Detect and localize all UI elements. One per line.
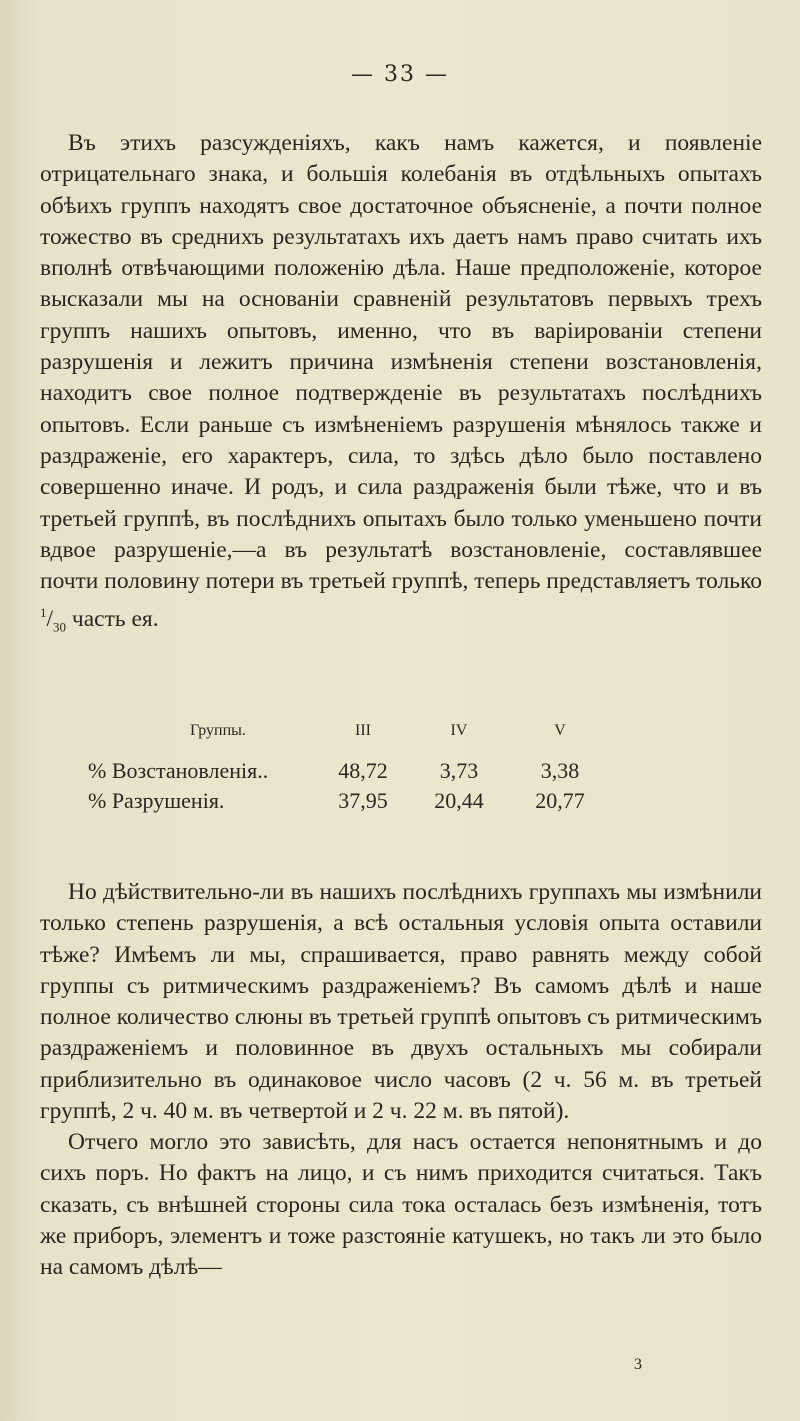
paragraph-2-text: Но дѣйствительно-ли въ нашихъ послѣднихъ группахъ мы измѣнили только степень разрушенія, а всѣ остальныя условія опыта оставили тѣже? Имѣемъ ли мы, спрашивается, право равнять между собой группы съ ритмическимъ раздраженіемъ? Въ самомъ дѣлѣ и наше полное количество слюны въ третьей группѣ опытовъ съ ритмическимъ раздраженіемъ и половинное въ двухъ остальныхъ мы собирали приблизительно въ одинаковое число часовъ (2 ч. 56 м. въ третьей группѣ, 2 ч. 40 м. въ четвертой и 2 ч. 22 м. въ пятой).	[40, 879, 762, 1125]
table-row	[0, 758, 800, 788]
paragraph-3-text: Отчего могло это зависѣть, для насъ остается непонятнымъ и до сихъ поръ. Но фактъ на лицо, и съ нимъ приходится считаться. Такъ сказать, съ внѣшней стороны сила тока осталась безъ измѣненія, тотъ же приборъ, элементъ и тоже разстояніе катушекъ, но такъ ли это было на самомъ дѣлѣ—	[40, 1129, 762, 1281]
table-header-col-4: IV	[450, 722, 468, 739]
table-row	[0, 788, 800, 818]
paragraph-1-end: часть ея.	[71, 606, 159, 633]
fraction-numerator: 1	[40, 605, 47, 621]
page-number: — 33 —	[351, 62, 449, 87]
paragraph-3	[40, 1127, 762, 1283]
paragraph-1-text	[40, 128, 762, 643]
signature-mark: 3	[634, 1356, 642, 1373]
fraction-denominator: 30	[53, 619, 67, 635]
table-row-label: % Возстановленія..	[88, 758, 269, 783]
table-cell: 3,38	[540, 758, 580, 783]
fraction: $^1/_{30}$	[40, 605, 67, 635]
table-header-row	[0, 722, 800, 752]
table-cell: 37,95	[338, 788, 388, 813]
table-cell: 20,44	[434, 788, 484, 813]
paragraph-1-body: Въ этихъ разсужденіяхъ, какъ намъ кажется, и появленіе отрицательнаго знака, и большія колебанія въ отдѣльныхъ опытахъ обѣихъ группъ находятъ свое достаточное объясненіе, а почти полное тожество въ среднихъ результатахъ ихъ даетъ намъ право считать ихъ вполнѣ отвѣчающими положенію дѣла. Наше предположеніе, которое высказали мы на основаніи сравненій результатовъ первыхъ трехъ группъ нашихъ опытовъ, именно, что въ варіированіи степени разрушенія и лежитъ причина измѣненія степени возстановленія, находитъ свое полное подтвержденіе въ результатахъ послѣднихъ опытовъ. Если раньше съ измѣненіемъ разрушенія мѣнялось также и раздраженіе, его характеръ, сила, то здѣсь дѣло было поставлено совершенно иначе. И родъ, и сила раздраженія были тѣже, что и въ третьей группѣ, въ послѣднихъ опытахъ было только уменьшено почти вдвое разрушеніе,—а въ результатѣ возстановленіе, составлявшее почти половину потери въ третьей группѣ, теперь представляетъ только	[40, 130, 762, 595]
table-header-col-5: V	[554, 722, 566, 739]
table-row-label: % Разрушенія.	[88, 788, 225, 813]
table-header-label: Группы.	[190, 722, 246, 739]
table-cell: 20,77	[535, 788, 585, 813]
paragraph-2	[40, 877, 762, 1127]
paragraph-1	[40, 128, 762, 643]
table-header-col-3: III	[355, 722, 371, 739]
table-cell: 48,72	[338, 758, 388, 783]
table-cell: 3,73	[439, 758, 479, 783]
